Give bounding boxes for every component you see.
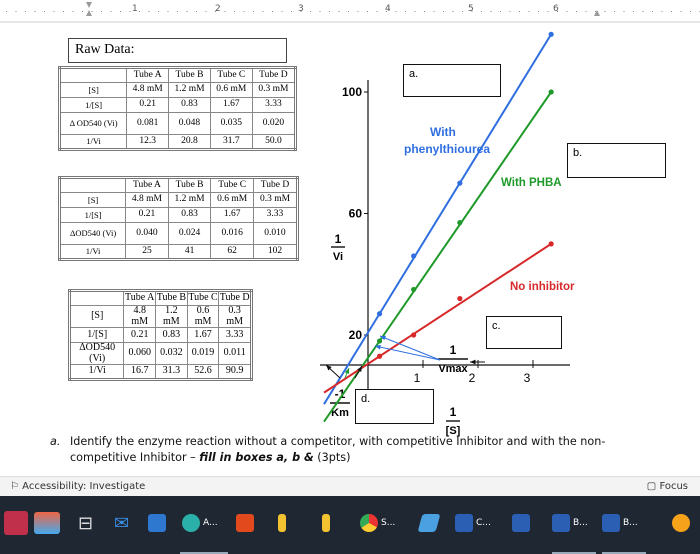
table-header-cell	[60, 178, 126, 193]
answer-box-d[interactable]	[355, 389, 434, 424]
box-d-label: d.	[361, 393, 371, 405]
ruler-tick	[453, 11, 454, 12]
ruler-tick	[434, 11, 435, 12]
ruler-tick	[187, 11, 188, 12]
ruler-tick	[44, 11, 45, 12]
ruler-tick	[348, 11, 349, 12]
table-header-cell: Tube C	[211, 178, 254, 193]
table-cell: 1.67	[211, 208, 254, 223]
table-cell: 31.7	[210, 135, 252, 150]
widgets-icon[interactable]	[34, 508, 60, 538]
question-text-plain: Identify the enzyme reaction without a competitor, with competitive Inhibitor and with the non-competitive Inhibitor –	[70, 435, 606, 464]
table-row-label: 1/Vi	[70, 365, 124, 380]
table-header-cell: Tube A	[126, 178, 169, 193]
horizontal-ruler[interactable]	[0, 0, 700, 24]
ruler-tick	[415, 11, 416, 12]
label-no-inhibitor: No inhibitor	[510, 281, 575, 293]
ruler-tick	[576, 11, 577, 12]
table-cell: 31.3	[156, 365, 188, 380]
ruler-tick	[567, 11, 568, 12]
table-cell: 90.9	[219, 365, 252, 380]
table-cell: 0.081	[127, 113, 169, 135]
table-cell: 41	[168, 245, 211, 260]
series-point	[411, 332, 416, 337]
table-cell: 52.6	[187, 365, 219, 380]
table-cell: 4.8 mM	[127, 83, 169, 98]
taskbar-label-2: S...	[381, 518, 396, 528]
calendar-icon[interactable]	[148, 508, 166, 538]
word-window-button-3[interactable]	[602, 508, 638, 538]
table-cell: 0.6 mM	[187, 306, 219, 328]
table-cell: 1.2 mM	[169, 83, 211, 98]
ruler-tick	[263, 11, 264, 12]
table-row-label: 1/Vi	[60, 135, 127, 150]
office-icon[interactable]	[236, 508, 254, 538]
word-window-button-1[interactable]	[455, 508, 491, 538]
ruler-tick	[491, 11, 492, 12]
ruler-tick	[82, 11, 83, 12]
document-page[interactable]	[0, 24, 700, 476]
table-cell: 4.8 mM	[124, 306, 156, 328]
data-table-3	[68, 289, 253, 381]
ruler-tick	[396, 11, 397, 12]
table-cell: 0.024	[168, 223, 211, 245]
series-point	[457, 220, 462, 225]
first-line-indent-marker[interactable]	[86, 2, 92, 8]
taskbar-label-5: B...	[623, 518, 638, 528]
ruler-tick	[225, 11, 226, 12]
vmax-denominator: Vmax	[438, 363, 468, 375]
ruler-tick	[529, 11, 530, 12]
ruler-tick	[377, 11, 378, 12]
table-header-cell	[60, 68, 127, 83]
table-cell: 102	[253, 245, 297, 260]
table-row-label: [S]	[60, 83, 127, 98]
table-cell: 0.21	[126, 208, 169, 223]
ruler-tick	[548, 11, 549, 12]
ruler-tick	[196, 11, 197, 12]
focus-text: Focus	[659, 481, 688, 492]
table-row-label: 1/[S]	[60, 208, 126, 223]
lineweaver-burk-plot	[300, 60, 680, 437]
ruler-tick	[168, 11, 169, 12]
raw-data-label: Raw Data:	[68, 38, 287, 63]
table-cell: 0.010	[253, 223, 297, 245]
ruler-tick	[652, 11, 653, 12]
table-row	[60, 83, 296, 98]
ruler-number: 5	[468, 4, 474, 14]
table-header-cell: Tube B	[169, 68, 211, 83]
table-cell: 0.21	[127, 98, 169, 113]
table-cell: 1.2 mM	[156, 306, 188, 328]
ruler-tick	[111, 11, 112, 12]
table-cell: 0.011	[219, 343, 252, 365]
ruler-tick	[206, 11, 207, 12]
table-row-label: [S]	[60, 193, 126, 208]
ruler-tick	[139, 11, 140, 12]
table-cell: 0.3 mM	[252, 83, 295, 98]
table-cell: 0.6 mM	[210, 83, 252, 98]
ruler-tick	[149, 11, 150, 12]
label-phba: With PHBA	[501, 177, 562, 189]
ruler-tick	[500, 11, 501, 12]
table-cell: 0.6 mM	[211, 193, 254, 208]
table-row	[60, 98, 296, 113]
table-row-label: 1/[S]	[70, 328, 124, 343]
table-cell: 0.83	[169, 98, 211, 113]
table-row	[70, 343, 252, 365]
table-cell: 3.33	[252, 98, 295, 113]
ruler-tick	[177, 11, 178, 12]
ruler-number: 3	[298, 4, 304, 14]
ruler-tick	[643, 11, 644, 12]
taskbar-label-3: C...	[476, 518, 491, 528]
accessibility-text: Accessibility: Investigate	[22, 481, 146, 492]
ruler-tick	[6, 11, 7, 12]
table-header-cell	[70, 291, 124, 306]
neg-km-numerator: -1	[334, 387, 346, 401]
neg-km-denominator: Km	[331, 407, 349, 419]
x-tick-label: 1	[413, 371, 421, 385]
ruler-tick	[35, 11, 36, 12]
edit-tool-icon[interactable]	[420, 508, 438, 538]
ruler-tick	[595, 11, 596, 12]
ruler-tick	[291, 11, 292, 12]
table-header-cell: Tube A	[124, 291, 156, 306]
ruler-tick	[339, 11, 340, 12]
ruler-tick	[462, 11, 463, 12]
table-row	[60, 208, 298, 223]
answer-box-a[interactable]	[403, 64, 501, 97]
data-table-2	[58, 176, 299, 261]
series-point	[549, 89, 554, 94]
table-row-label: [S]	[70, 306, 124, 328]
series-point	[411, 287, 416, 292]
series-point	[549, 32, 554, 37]
table-row-label: ΔOD540 (Vi)	[70, 343, 124, 365]
table-cell: 0.035	[210, 113, 252, 135]
series-point	[377, 354, 382, 359]
vmax-numerator: 1	[449, 343, 457, 357]
notification-icon[interactable]	[672, 508, 690, 538]
ruler-tick	[605, 11, 606, 12]
x-tick-label: 2	[468, 371, 476, 385]
table-row-label: 1/Vi	[60, 245, 126, 260]
x-axis-label-numerator: 1	[449, 405, 457, 419]
taskbar-label-4: B...	[573, 518, 588, 528]
ruler-tick	[158, 11, 159, 12]
ruler-tick	[25, 11, 26, 12]
table-cell: 0.3 mM	[219, 306, 252, 328]
ruler-tick	[101, 11, 102, 12]
table-cell: 1.67	[187, 328, 219, 343]
table-cell: 0.060	[124, 343, 156, 365]
answer-box-b[interactable]	[567, 143, 666, 178]
table-cell: 50.0	[252, 135, 295, 150]
table-cell: 20.8	[169, 135, 211, 150]
table-cell: 0.3 mM	[253, 193, 297, 208]
ruler-tick	[690, 11, 691, 12]
accessibility-status[interactable]: ⚐ Accessibility: Investigate	[10, 481, 146, 492]
data-table-1	[58, 66, 297, 151]
series-point	[377, 311, 382, 316]
hanging-indent-marker[interactable]	[86, 10, 92, 16]
series-point	[457, 296, 462, 301]
table-cell: 0.048	[169, 113, 211, 135]
word-icon[interactable]	[512, 508, 530, 538]
ruler-tick	[633, 11, 634, 12]
folder-icon-1[interactable]	[278, 508, 286, 538]
ruler-tick	[310, 11, 311, 12]
ruler-tick	[253, 11, 254, 12]
chrome-button[interactable]	[360, 508, 395, 538]
series-point	[377, 338, 382, 343]
table-cell: 0.21	[124, 328, 156, 343]
question-number: a.	[50, 435, 61, 448]
focus-mode-button[interactable]: ▢ Focus	[646, 481, 688, 492]
table-row	[60, 193, 298, 208]
table-header-cell: Tube B	[156, 291, 188, 306]
ruler-tick	[234, 11, 235, 12]
table-cell: 4.8 mM	[126, 193, 169, 208]
table-cell: 0.032	[156, 343, 188, 365]
edge-browser-button[interactable]	[182, 508, 218, 538]
table-cell: 0.019	[187, 343, 219, 365]
folder-icon-2[interactable]	[322, 508, 330, 538]
ruler-tick	[282, 11, 283, 12]
ruler-tick	[443, 11, 444, 12]
ruler-tick	[424, 11, 425, 12]
y-tick-label: 20	[348, 328, 362, 342]
table-header-row	[60, 68, 296, 83]
ruler-tick	[329, 11, 330, 12]
box-a-label: a.	[409, 68, 419, 80]
y-tick-label: 60	[348, 206, 362, 221]
ruler-tick	[671, 11, 672, 12]
table-cell: 12.3	[127, 135, 169, 150]
table-row	[70, 365, 252, 380]
ruler-tick	[130, 11, 131, 12]
ruler-graphic	[0, 0, 700, 24]
ruler-tick	[405, 11, 406, 12]
table-row	[60, 245, 298, 260]
ruler-tick	[92, 11, 93, 12]
table-cell: 3.33	[253, 208, 297, 223]
table-row-label: Δ OD540 (Vi)	[60, 113, 127, 135]
table-cell: 0.83	[156, 328, 188, 343]
table-cell: 0.016	[211, 223, 254, 245]
table-row	[70, 328, 252, 343]
table-cell: 0.020	[252, 113, 295, 135]
ruler-tick	[624, 11, 625, 12]
word-window-button-2[interactable]	[552, 508, 588, 538]
ruler-tick	[16, 11, 17, 12]
table-cell: 3.33	[219, 328, 252, 343]
taskbar-label-1: A...	[203, 518, 218, 528]
x-axis-label-denominator: [S]	[445, 425, 461, 437]
series-point	[457, 181, 462, 186]
ruler-tick	[519, 11, 520, 12]
y-axis-label-denominator: Vi	[332, 251, 344, 263]
mail-icon[interactable]: ✉	[114, 512, 130, 534]
c-arrow-head	[470, 360, 476, 365]
ruler-tick	[272, 11, 273, 12]
ruler-tick	[367, 11, 368, 12]
table-row-label: 1/[S]	[60, 98, 127, 113]
table-cell: 25	[126, 245, 169, 260]
table-header-cell: Tube D	[219, 291, 252, 306]
ruler-tick	[54, 11, 55, 12]
label-phenylthiourea: With phenylthiourea	[404, 125, 491, 156]
task-view-icon[interactable]: ⊟	[78, 512, 94, 534]
status-bar	[0, 476, 700, 496]
ruler-number: 1	[132, 4, 138, 14]
table-header-cell: Tube B	[168, 178, 211, 193]
table-row	[60, 223, 298, 245]
ruler-tick	[63, 11, 64, 12]
table-cell: 1.67	[210, 98, 252, 113]
ruler-tick	[614, 11, 615, 12]
table-cell: 0.83	[168, 208, 211, 223]
box-b-label: b.	[573, 147, 583, 159]
table-row	[70, 306, 252, 328]
series-point	[549, 241, 554, 246]
table-header-row	[70, 291, 252, 306]
answer-box-c[interactable]	[486, 316, 562, 349]
table-header-cell: Tube A	[127, 68, 169, 83]
table-header-cell: Tube C	[210, 68, 252, 83]
ruler-tick	[73, 11, 74, 12]
table-cell: 1.2 mM	[168, 193, 211, 208]
table-row-label: ΔOD540 (Vi)	[60, 223, 126, 245]
ruler-tick	[586, 11, 587, 12]
table-cell: 16.7	[124, 365, 156, 380]
table-header-cell: Tube D	[252, 68, 295, 83]
y-tick-label: 100	[341, 85, 362, 99]
ruler-number: 6	[553, 4, 559, 14]
table-row	[60, 113, 296, 135]
ruler-tick	[120, 11, 121, 12]
box-c-label: c.	[492, 320, 501, 332]
series-point	[411, 253, 416, 258]
vmax-arrow-blue	[380, 336, 440, 360]
right-indent-marker[interactable]	[594, 10, 600, 16]
ruler-tick	[681, 11, 682, 12]
ruler-tick	[510, 11, 511, 12]
table-header-row	[60, 178, 298, 193]
table-cell: 0.040	[126, 223, 169, 245]
ruler-tick	[244, 11, 245, 12]
y-axis-label-numerator: 1	[334, 232, 342, 246]
ruler-tick	[481, 11, 482, 12]
question-text-bold: fill in boxes a, b &	[199, 451, 314, 464]
table-header-cell: Tube C	[187, 291, 219, 306]
question-text	[70, 434, 610, 466]
ruler-number: 2	[215, 4, 221, 14]
ruler-tick	[538, 11, 539, 12]
taskbar	[0, 496, 700, 554]
table-cell: 62	[211, 245, 254, 260]
ruler-tick	[662, 11, 663, 12]
ruler-number: 4	[385, 4, 391, 14]
table-row	[60, 135, 296, 150]
game-icon[interactable]	[4, 508, 28, 538]
table-header-cell: Tube D	[253, 178, 297, 193]
question-text-tail: (3pts)	[313, 451, 351, 464]
x-tick-label: 3	[523, 371, 531, 385]
ruler-tick	[358, 11, 359, 12]
ruler-tick	[320, 11, 321, 12]
